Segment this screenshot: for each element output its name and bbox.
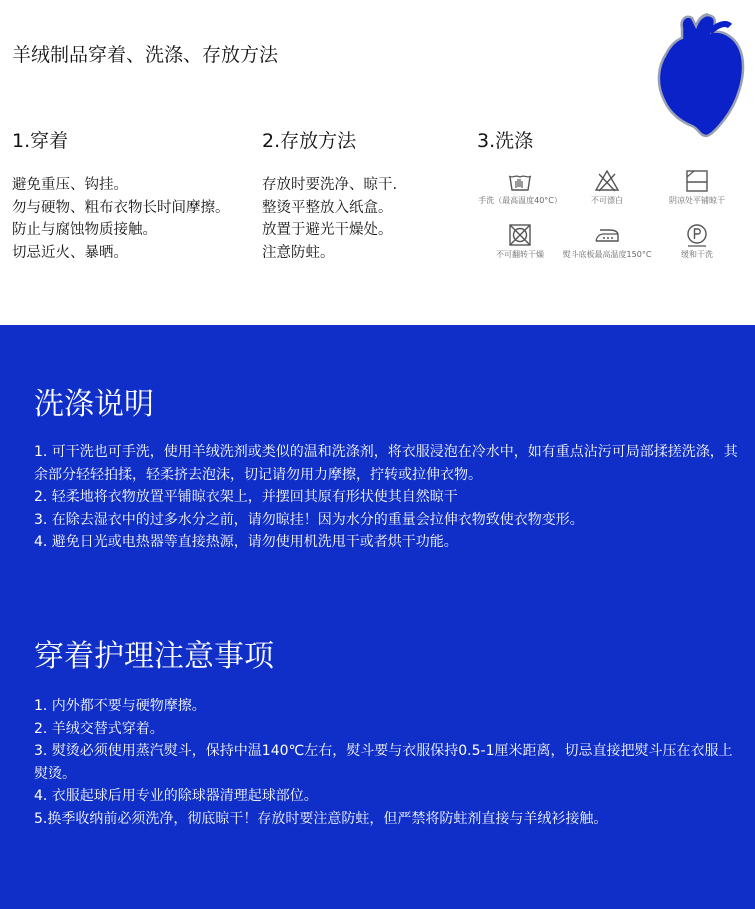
- list-item: 5.换季收纳前必须洗净，彻底晾干！存放时要注意防蛀，但严禁将防蛀剂直接与羊绒衫接触。: [34, 810, 608, 827]
- list-item: 1. 内外都不要与硬物摩擦。: [34, 698, 206, 714]
- list-item: 勿与硬物、粗布衣物长时间摩擦。: [12, 199, 230, 216]
- list-item: 注意防蛀。: [262, 244, 335, 261]
- list-item: 4. 衣服起球后用专业的除球器清理起球部位。: [34, 788, 318, 804]
- list-item: 3. 熨烫必须使用蒸汽熨斗，保持中温140℃左右，熨斗要与衣服保持0.5-1厘米距离，切忌直接把熨斗压在衣服上熨烫。: [34, 743, 733, 782]
- wear-heading: 1.穿着: [12, 130, 69, 152]
- list-item: 2. 轻柔地将衣物放置平铺晾衣架上，并摆回其原有形状使其自然晾干: [34, 489, 458, 505]
- care-symbols: [470, 168, 750, 268]
- list-item: 防止与腐蚀物质接触。: [12, 222, 157, 238]
- washing-instructions-list: [34, 441, 746, 554]
- list-item: 整烫平整放入纸盒。: [262, 199, 393, 216]
- list-item: 1. 可干洗也可手洗，使用羊绒洗剂或类似的温和洗涤剂，将衣服浸泡在冷水中，如有重点沾污可局部揉搓洗涤，其余部分轻轻拍揉，轻柔挤去泡沫，切记请勿用力摩擦，拧转或拉伸衣物。: [34, 444, 738, 483]
- iron-icon: [594, 222, 620, 248]
- care-info-panel: [0, 0, 755, 325]
- dry-clean-icon: [684, 222, 710, 248]
- instructions-panel: [0, 325, 755, 909]
- wash-heading: 3.洗涤: [477, 130, 534, 152]
- page-title: 羊绒制品穿着、洗涤、存放方法: [12, 44, 279, 66]
- heart-icon: [652, 10, 748, 140]
- list-item: 存放时要洗净、晾干.: [262, 177, 398, 193]
- list-item: 4. 避免日光或电热器等直接热源，请勿使用机洗甩干或者烘干功能。: [34, 534, 458, 550]
- washing-instructions-title: 洗涤说明: [34, 387, 154, 422]
- no-tumble-dry-icon: [507, 222, 533, 248]
- wear-care-list: [34, 695, 746, 830]
- no-bleach-icon: [594, 168, 620, 194]
- wear-list: [12, 174, 230, 264]
- care-symbol-label: 熨斗底板最高温度150°C: [562, 250, 652, 259]
- list-item: 2. 羊绒交替式穿着。: [34, 720, 164, 737]
- list-item: 避免重压、钩挂。: [12, 177, 128, 193]
- storage-heading: 2.存放方法: [262, 130, 357, 152]
- care-symbol: [642, 168, 752, 206]
- care-symbol-label: 不可翻转干燥: [496, 250, 544, 259]
- list-item: 3. 在除去湿衣中的过多水分之前，请勿晾挂！因为水分的重量会拉伸衣物致使衣物变形。: [34, 511, 584, 528]
- care-symbol: [642, 222, 752, 260]
- care-symbol-label: 缓和干洗: [681, 250, 713, 259]
- hand-wash-icon: [507, 168, 533, 194]
- care-symbol-label: 手洗（最高温度40°C）: [478, 196, 562, 205]
- storage-list: [262, 174, 397, 264]
- care-symbol-label: 不可漂白: [591, 196, 623, 205]
- shade-dry-icon: [684, 168, 710, 194]
- list-item: 放置于避光干燥处。: [262, 222, 393, 238]
- wear-care-title: 穿着护理注意事项: [34, 639, 274, 674]
- care-symbol-label: 阴凉处平铺晾干: [669, 196, 725, 205]
- list-item: 切忌近火、暴晒。: [12, 244, 128, 261]
